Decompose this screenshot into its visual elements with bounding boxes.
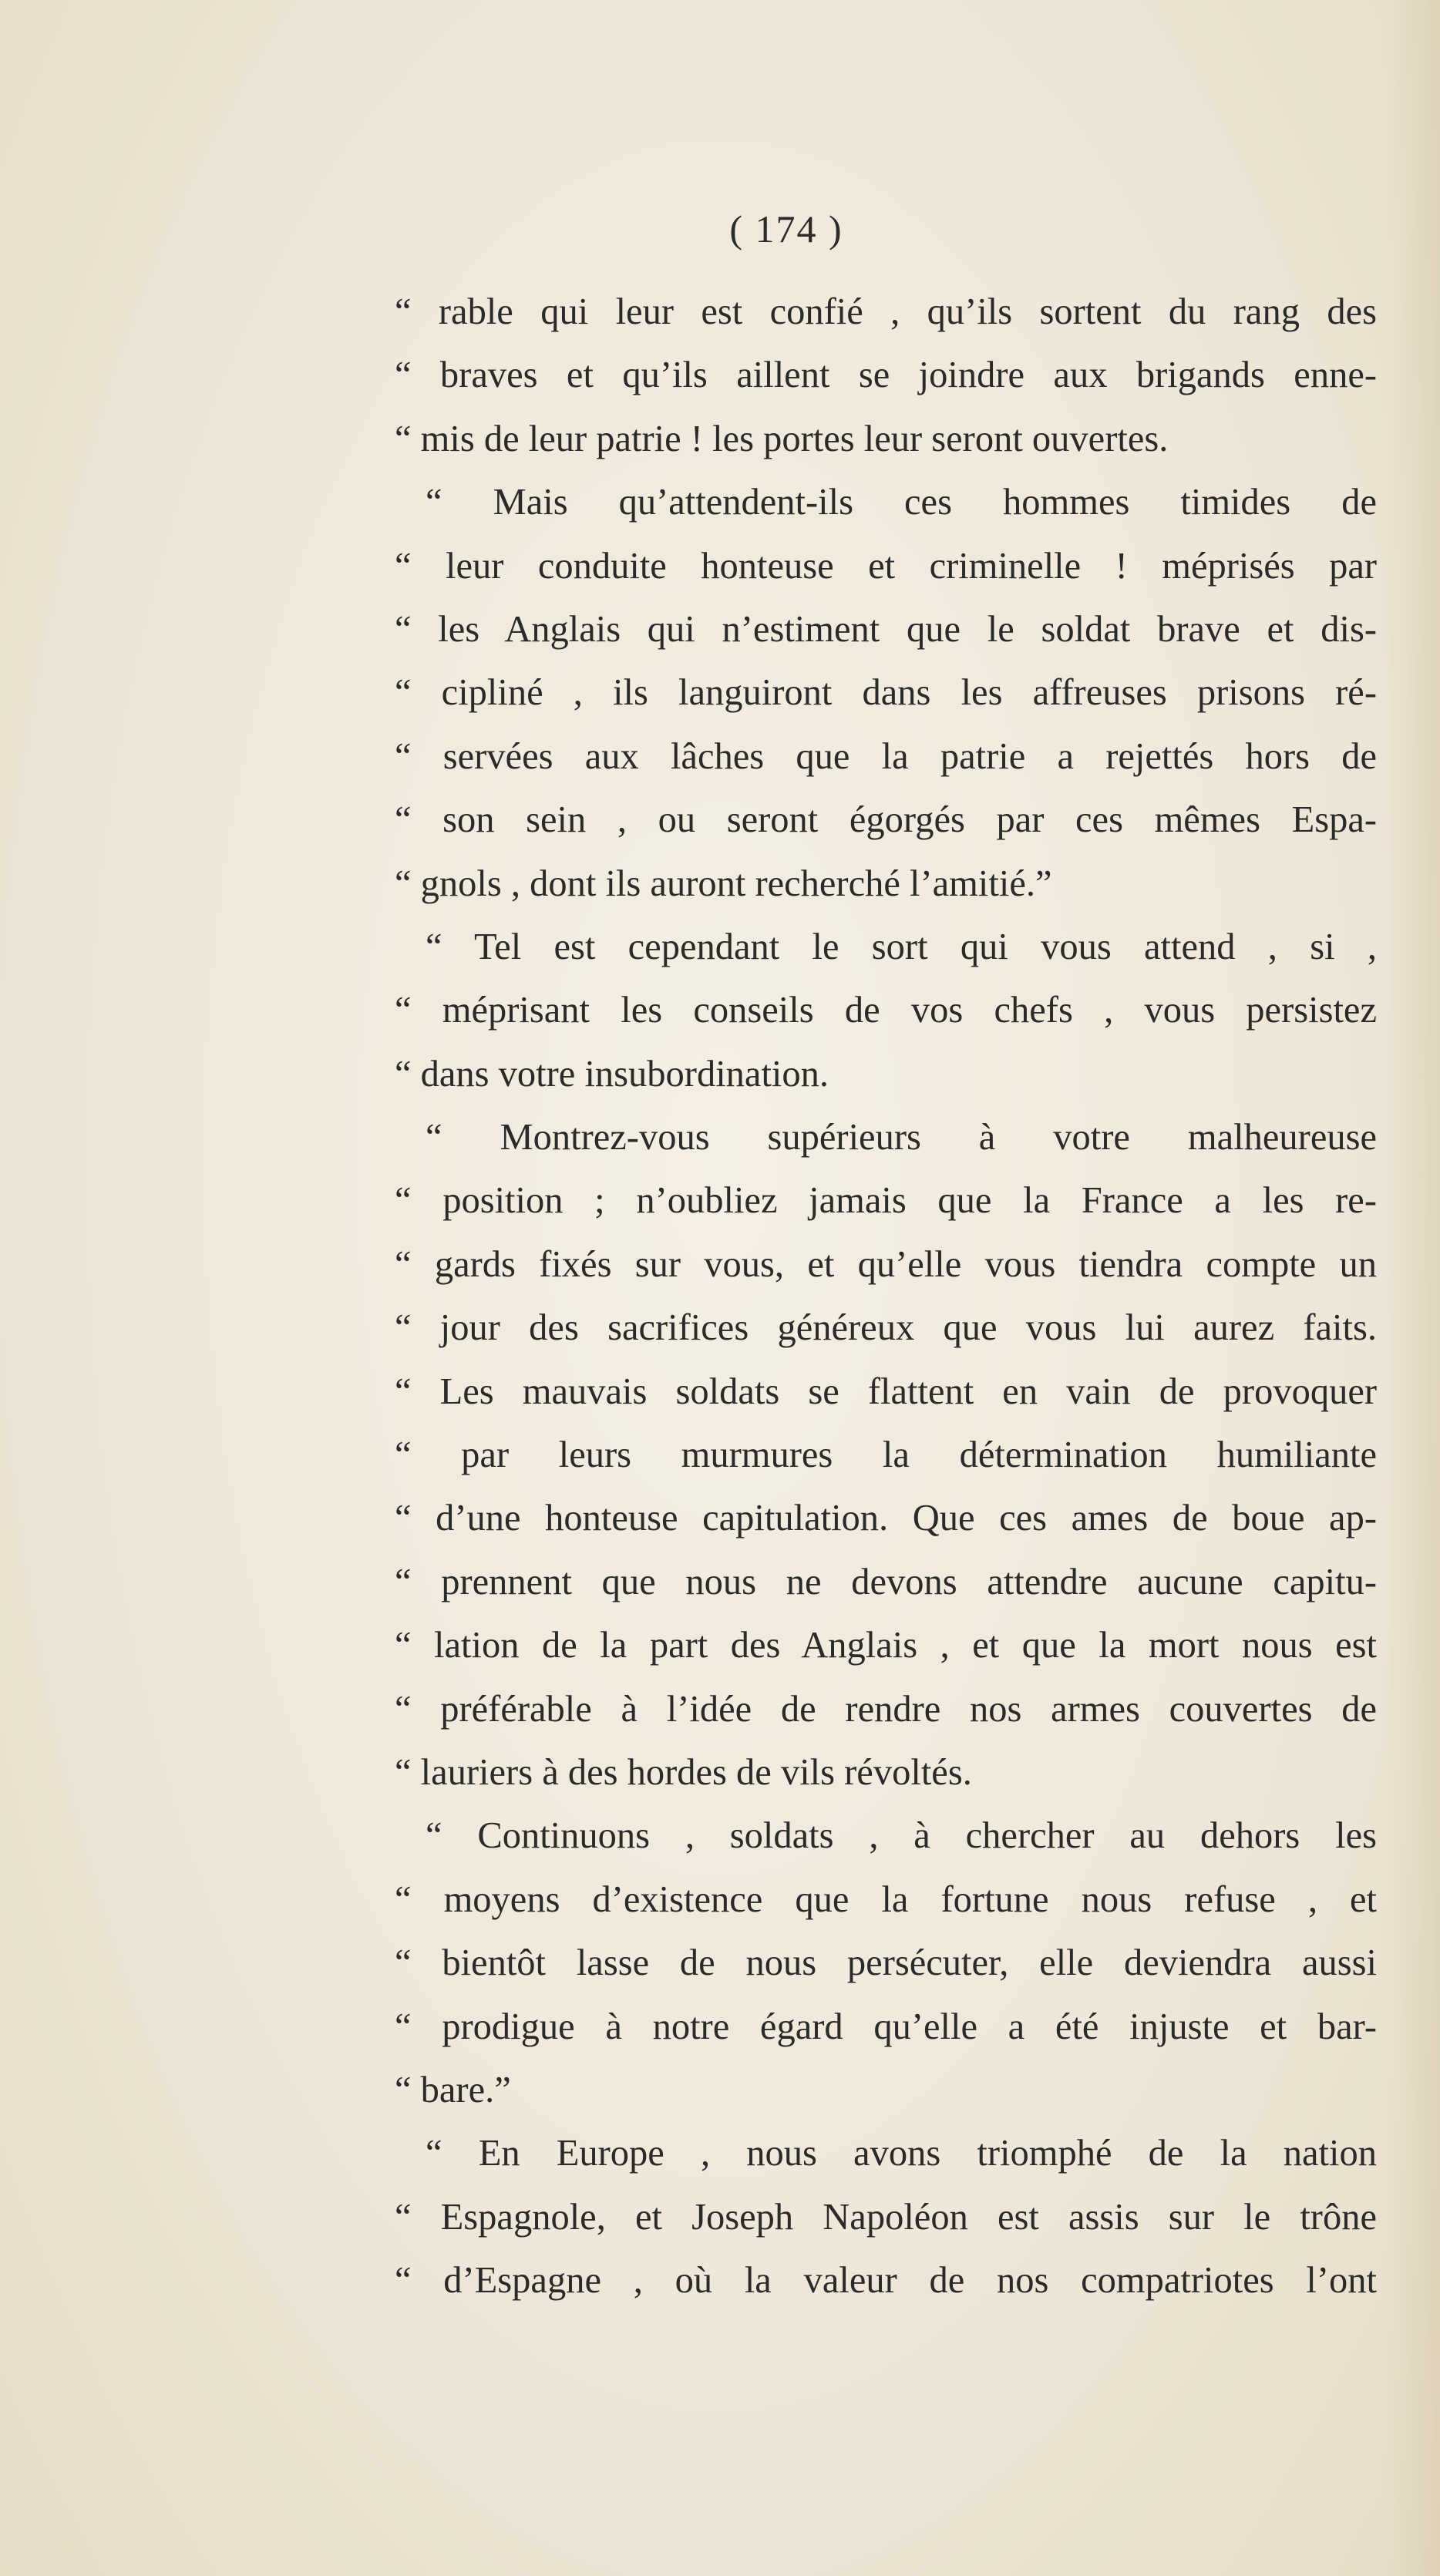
text-line: “ leur conduite honteuse et criminelle ! méprisés par: [395, 545, 1377, 587]
text-line: “ les Anglais qui n’estiment que le soldat brave et dis-: [395, 608, 1377, 650]
text-line: “ cipliné , ils languiront dans les affreuses prisons ré-: [395, 672, 1377, 714]
text-line: “ dans votre insubordination.: [395, 1053, 829, 1095]
text-line: “ servées aux lâches que la patrie a rejettés hors de: [395, 735, 1377, 777]
text-line: “ d’Espagne , où la valeur de nos compatriotes l’ont: [395, 2260, 1377, 2302]
text-line: “ son sein , ou seront égorgés par ces mêmes Espa-: [395, 799, 1377, 841]
text-line: “ préférable à l’idée de rendre nos armes couvertes de: [395, 1688, 1377, 1730]
text-line: “ Les mauvais soldats se flattent en vain de provoquer: [395, 1370, 1377, 1412]
page-number: ( 174 ): [729, 207, 843, 251]
text-line: “ mis de leur patrie ! les portes leur seront ouvertes.: [395, 418, 1169, 459]
text-line: “ position ; n’oubliez jamais que la France a les re-: [395, 1180, 1377, 1222]
text-line: “ Montrez-vous supérieurs à votre malheureuse: [426, 1117, 1377, 1159]
text-line: “ rable qui leur est confié , qu’ils sortent du rang des: [395, 291, 1377, 332]
text-line: “ gards fixés sur vous, et qu’elle vous tiendra compte un: [395, 1243, 1377, 1285]
text-line: “ prodigue à notre égard qu’elle a été injuste et bar-: [395, 2006, 1377, 2047]
text-line: “ d’une honteuse capitulation. Que ces ames de boue ap-: [395, 1498, 1377, 1539]
text-line: “ braves et qu’ils aillent se joindre aux brigands enne-: [395, 355, 1377, 396]
text-line: “ moyens d’existence que la fortune nous refuse , et: [395, 1878, 1377, 1920]
text-line: “ bare.”: [395, 2069, 511, 2110]
text-line: “ Continuons , soldats , à chercher au dehors les: [426, 1815, 1377, 1857]
text-line: “ prennent que nous ne devons attendre aucune capitu-: [395, 1561, 1377, 1602]
text-line: “ Espagnole, et Joseph Napoléon est assis sur le trône: [395, 2196, 1377, 2238]
text-line: “ gnols , dont ils auront recherché l’amitié.”: [395, 863, 1052, 904]
text-line: “ méprisant les conseils de vos chefs , vous persistez: [395, 990, 1377, 1031]
page-edge-shadow: [1386, 0, 1440, 2576]
text-line: “ Mais qu’attendent-ils ces hommes timides de: [426, 482, 1377, 523]
text-line: “ Tel est cependant le sort qui vous attend , si ,: [426, 926, 1377, 967]
text-line: “ lation de la part des Anglais , et que la mort nous est: [395, 1625, 1377, 1666]
text-line: “ bientôt lasse de nous persécuter, elle deviendra aussi: [395, 1942, 1377, 1984]
text-line: “ lauriers à des hordes de vils révoltés.: [395, 1751, 972, 1793]
text-line: “ En Europe , nous avons triomphé de la nation: [426, 2133, 1377, 2174]
text-line: “ par leurs murmures la détermination humiliante: [395, 1434, 1377, 1476]
text-line: “ jour des sacrifices généreux que vous lui aurez faits.: [395, 1307, 1377, 1349]
body-text: [395, 281, 1377, 2313]
